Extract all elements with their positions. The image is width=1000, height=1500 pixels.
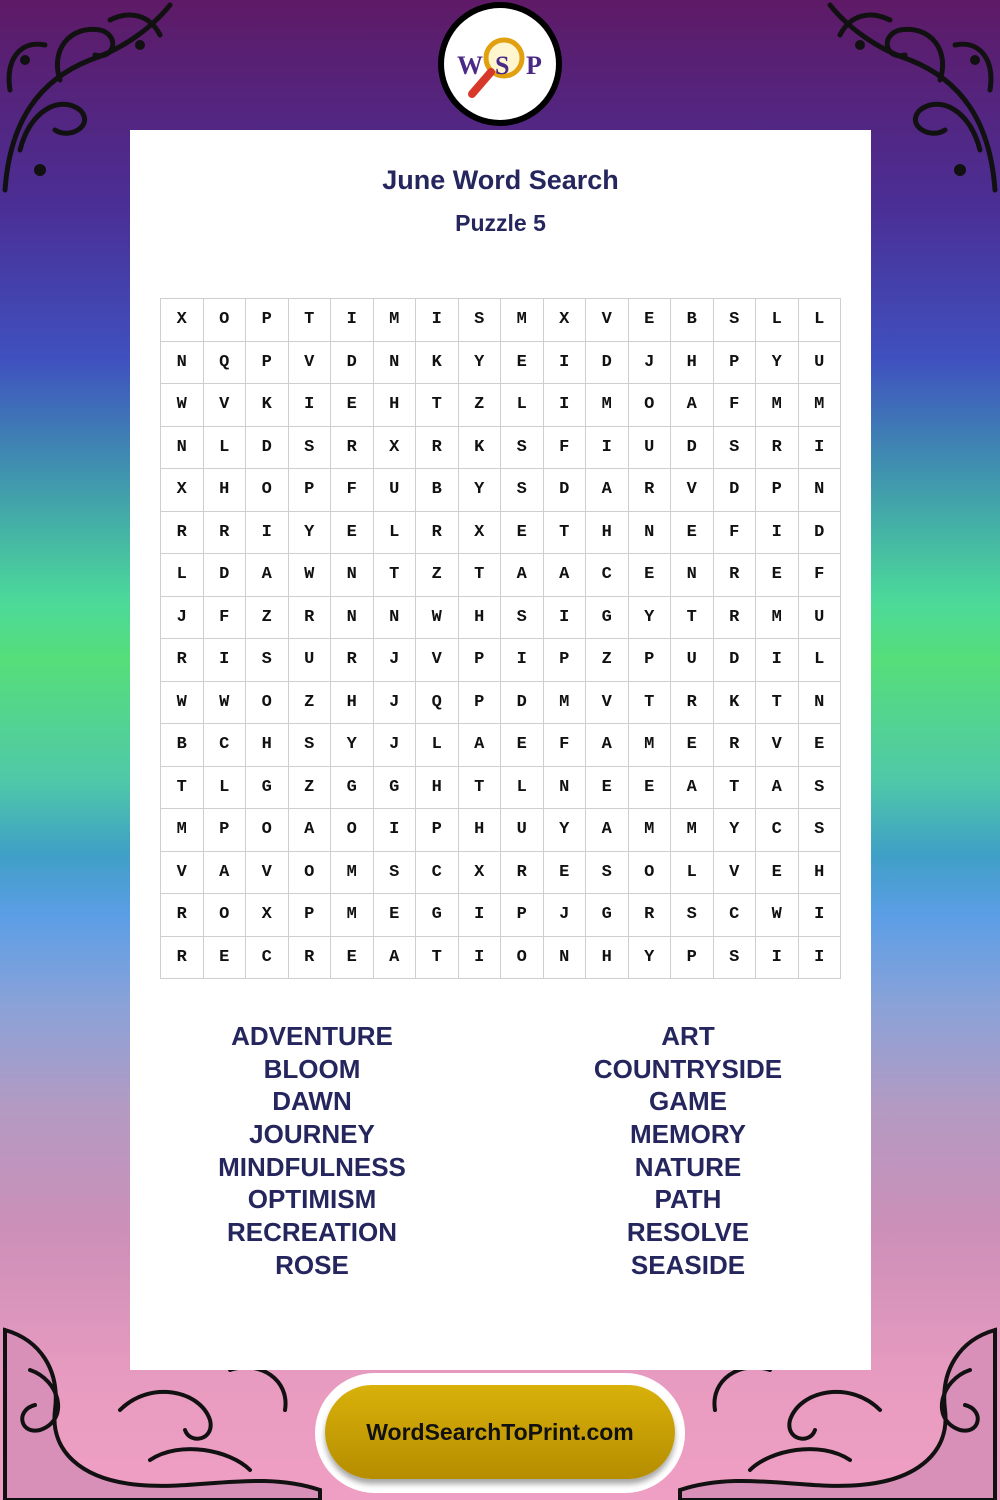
letter-grid (160, 298, 841, 979)
grid-cell[interactable]: T (629, 682, 672, 725)
grid-cell[interactable]: X (246, 894, 289, 937)
grid-cell[interactable]: S (714, 299, 757, 342)
grid-cell[interactable]: M (331, 894, 374, 937)
grid-cell[interactable]: I (756, 512, 799, 555)
grid-cell[interactable]: R (161, 639, 204, 682)
page-title: June Word Search (382, 165, 619, 195)
website-button[interactable]: WordSearchToPrint.com (325, 1385, 675, 1479)
grid-cell[interactable]: J (374, 724, 417, 767)
grid-cell[interactable]: T (459, 767, 502, 810)
grid-cell[interactable]: E (671, 512, 714, 555)
grid-cell[interactable]: I (459, 937, 502, 980)
grid-cell[interactable]: M (629, 809, 672, 852)
grid-cell[interactable]: R (204, 512, 247, 555)
grid-cell[interactable]: I (459, 894, 502, 937)
grid-cell[interactable]: I (756, 639, 799, 682)
logo-letter-w: W (457, 51, 483, 80)
grid-cell[interactable]: L (501, 767, 544, 810)
word-item: ADVENTURE (231, 1021, 393, 1051)
grid-cell[interactable]: A (459, 724, 502, 767)
grid-cell[interactable]: J (544, 894, 587, 937)
grid-cell[interactable]: R (331, 639, 374, 682)
grid-cell[interactable]: W (204, 682, 247, 725)
grid-cell[interactable]: R (671, 682, 714, 725)
grid-cell[interactable]: K (416, 342, 459, 385)
grid-cell[interactable]: I (204, 639, 247, 682)
page-subtitle: Puzzle 5 (455, 210, 546, 236)
grid-cell[interactable]: O (629, 852, 672, 895)
grid-cell[interactable]: R (416, 427, 459, 470)
grid-cell[interactable]: N (799, 682, 842, 725)
grid-cell[interactable]: Y (714, 809, 757, 852)
word-item: RESOLVE (626, 1217, 750, 1248)
grid-cell[interactable]: T (756, 682, 799, 725)
grid-cell[interactable]: V (161, 852, 204, 895)
word-item: ART (661, 1021, 715, 1051)
grid-cell[interactable]: V (756, 724, 799, 767)
grid-cell[interactable]: L (756, 299, 799, 342)
grid-cell[interactable]: C (416, 852, 459, 895)
grid-cell[interactable]: O (629, 384, 672, 427)
grid-cell[interactable]: F (714, 384, 757, 427)
grid-cell[interactable]: S (586, 852, 629, 895)
grid-cell[interactable]: Y (331, 724, 374, 767)
grid-cell[interactable]: Y (756, 342, 799, 385)
grid-cell[interactable]: U (629, 427, 672, 470)
grid-cell[interactable]: E (799, 724, 842, 767)
grid-cell[interactable]: R (289, 597, 332, 640)
grid-cell[interactable]: V (289, 342, 332, 385)
grid-cell[interactable]: S (289, 427, 332, 470)
grid-cell[interactable]: L (799, 639, 842, 682)
grid-cell[interactable]: K (246, 384, 289, 427)
grid-cell[interactable]: L (799, 299, 842, 342)
grid-cell[interactable]: T (289, 299, 332, 342)
logo-letter-s: S (495, 51, 510, 80)
grid-cell[interactable]: R (161, 937, 204, 980)
grid-cell[interactable]: P (289, 894, 332, 937)
grid-cell[interactable]: A (586, 809, 629, 852)
grid-cell[interactable]: P (204, 809, 247, 852)
grid-cell[interactable]: R (161, 512, 204, 555)
puzzle-card (130, 130, 871, 1370)
grid-cell[interactable]: I (331, 299, 374, 342)
grid-cell[interactable]: S (459, 299, 502, 342)
grid-cell[interactable]: E (756, 852, 799, 895)
grid-cell[interactable]: U (671, 639, 714, 682)
grid-cell[interactable]: Y (629, 597, 672, 640)
grid-cell[interactable]: H (416, 767, 459, 810)
grid-cell[interactable]: S (246, 639, 289, 682)
grid-cell[interactable]: N (544, 937, 587, 980)
grid-cell[interactable]: R (331, 427, 374, 470)
grid-cell[interactable]: I (416, 299, 459, 342)
grid-cell[interactable]: O (331, 809, 374, 852)
grid-cell[interactable]: I (544, 384, 587, 427)
grid-cell[interactable]: E (629, 299, 672, 342)
grid-cell[interactable]: Y (629, 937, 672, 980)
grid-cell[interactable]: E (629, 554, 672, 597)
grid-cell[interactable]: I (799, 894, 842, 937)
word-list-right (518, 1020, 858, 1282)
grid-cell[interactable]: J (161, 597, 204, 640)
grid-cell[interactable]: G (331, 767, 374, 810)
grid-cell[interactable]: P (416, 809, 459, 852)
grid-cell[interactable]: L (204, 767, 247, 810)
grid-cell[interactable]: X (544, 299, 587, 342)
word-item: JOURNEY (249, 1119, 375, 1150)
grid-cell[interactable]: O (246, 682, 289, 725)
grid-cell[interactable]: S (289, 724, 332, 767)
grid-cell[interactable]: V (204, 384, 247, 427)
wsp-logo (438, 2, 562, 126)
word-item: COUNTRYSIDE (593, 1053, 783, 1084)
grid-cell[interactable]: A (544, 554, 587, 597)
grid-cell[interactable]: I (544, 342, 587, 385)
grid-cell[interactable]: P (459, 639, 502, 682)
grid-cell[interactable]: E (374, 894, 417, 937)
grid-cell[interactable]: M (756, 597, 799, 640)
word-item: SEASIDE (630, 1249, 746, 1280)
word-item: DAWN (272, 1086, 352, 1117)
grid-cell[interactable]: N (671, 554, 714, 597)
grid-cell[interactable]: A (671, 384, 714, 427)
grid-cell[interactable]: E (544, 852, 587, 895)
grid-cell[interactable]: L (416, 724, 459, 767)
grid-cell[interactable]: W (161, 384, 204, 427)
grid-cell[interactable]: T (416, 384, 459, 427)
grid-cell[interactable]: U (289, 639, 332, 682)
grid-cell[interactable]: D (246, 427, 289, 470)
grid-cell[interactable]: S (714, 937, 757, 980)
grid-cell[interactable]: D (714, 639, 757, 682)
grid-cell[interactable]: D (544, 469, 587, 512)
grid-cell[interactable]: N (374, 597, 417, 640)
grid-cell[interactable]: H (586, 937, 629, 980)
grid-cell[interactable]: V (586, 682, 629, 725)
grid-cell[interactable]: Z (289, 767, 332, 810)
grid-cell[interactable]: A (756, 767, 799, 810)
logo-letter-p: P (526, 51, 542, 80)
grid-cell[interactable]: J (629, 342, 672, 385)
grid-cell[interactable]: R (629, 469, 672, 512)
grid-cell[interactable]: T (671, 597, 714, 640)
grid-cell[interactable]: S (374, 852, 417, 895)
grid-cell[interactable]: D (501, 682, 544, 725)
grid-cell[interactable]: M (501, 299, 544, 342)
grid-cell[interactable]: E (204, 937, 247, 980)
grid-cell[interactable]: B (161, 724, 204, 767)
grid-cell[interactable]: E (501, 724, 544, 767)
grid-cell[interactable]: Z (246, 597, 289, 640)
grid-cell[interactable]: A (204, 852, 247, 895)
grid-cell[interactable]: E (671, 724, 714, 767)
grid-cell[interactable]: P (544, 639, 587, 682)
grid-cell[interactable]: Y (459, 469, 502, 512)
grid-cell[interactable]: C (204, 724, 247, 767)
grid-cell[interactable]: H (204, 469, 247, 512)
grid-cell[interactable]: P (629, 639, 672, 682)
grid-cell[interactable]: Q (416, 682, 459, 725)
grid-cell[interactable]: T (161, 767, 204, 810)
grid-cell[interactable]: M (544, 682, 587, 725)
grid-cell[interactable]: O (204, 299, 247, 342)
grid-cell[interactable]: Y (289, 512, 332, 555)
word-item: MEMORY (629, 1119, 747, 1150)
grid-cell[interactable]: X (374, 427, 417, 470)
grid-cell[interactable]: S (501, 597, 544, 640)
grid-cell[interactable]: Q (204, 342, 247, 385)
grid-cell[interactable]: O (246, 469, 289, 512)
grid-cell[interactable]: I (756, 937, 799, 980)
grid-cell[interactable]: P (756, 469, 799, 512)
grid-cell[interactable]: D (714, 469, 757, 512)
grid-cell[interactable]: X (459, 852, 502, 895)
grid-cell[interactable]: F (331, 469, 374, 512)
grid-cell[interactable]: I (374, 809, 417, 852)
grid-cell[interactable]: C (714, 894, 757, 937)
grid-cell[interactable]: C (246, 937, 289, 980)
grid-cell[interactable]: J (374, 682, 417, 725)
grid-cell[interactable]: T (714, 767, 757, 810)
grid-cell[interactable]: H (671, 342, 714, 385)
grid-cell[interactable]: G (416, 894, 459, 937)
grid-cell[interactable]: V (416, 639, 459, 682)
grid-cell[interactable]: E (501, 512, 544, 555)
grid-cell[interactable]: H (246, 724, 289, 767)
grid-cell[interactable]: X (161, 299, 204, 342)
grid-cell[interactable]: M (629, 724, 672, 767)
grid-cell[interactable]: A (671, 767, 714, 810)
grid-cell[interactable]: O (289, 852, 332, 895)
grid-cell[interactable]: P (671, 937, 714, 980)
grid-cell[interactable]: I (799, 427, 842, 470)
grid-cell[interactable]: A (586, 724, 629, 767)
grid-cell[interactable]: N (331, 554, 374, 597)
grid-cell[interactable]: D (671, 427, 714, 470)
grid-cell[interactable]: A (289, 809, 332, 852)
grid-cell[interactable]: N (374, 342, 417, 385)
grid-cell[interactable]: D (204, 554, 247, 597)
grid-cell[interactable]: F (204, 597, 247, 640)
grid-cell[interactable]: M (756, 384, 799, 427)
grid-cell[interactable]: T (544, 512, 587, 555)
grid-cell[interactable]: K (459, 427, 502, 470)
grid-cell[interactable]: N (544, 767, 587, 810)
grid-cell[interactable]: Z (416, 554, 459, 597)
grid-cell[interactable]: A (374, 937, 417, 980)
grid-cell[interactable]: Z (459, 384, 502, 427)
grid-cell[interactable]: A (246, 554, 289, 597)
grid-cell[interactable]: I (289, 384, 332, 427)
grid-cell[interactable]: S (714, 427, 757, 470)
grid-cell[interactable]: C (586, 554, 629, 597)
grid-cell[interactable]: H (799, 852, 842, 895)
grid-cell[interactable]: P (246, 299, 289, 342)
grid-cell[interactable]: L (204, 427, 247, 470)
grid-cell[interactable]: H (586, 512, 629, 555)
grid-cell[interactable]: F (799, 554, 842, 597)
grid-cell[interactable]: G (586, 894, 629, 937)
grid-cell[interactable]: W (416, 597, 459, 640)
word-item: NATURE (634, 1151, 742, 1182)
grid-cell[interactable]: R (161, 894, 204, 937)
grid-cell[interactable]: J (374, 639, 417, 682)
grid-cell[interactable]: E (629, 767, 672, 810)
grid-cell[interactable]: N (331, 597, 374, 640)
grid-cell[interactable]: B (671, 299, 714, 342)
grid-cell[interactable]: Y (544, 809, 587, 852)
grid-cell[interactable]: T (416, 937, 459, 980)
grid-cell[interactable]: U (501, 809, 544, 852)
grid-cell[interactable]: M (331, 852, 374, 895)
word-item: GAME (649, 1086, 727, 1117)
grid-cell[interactable]: F (544, 427, 587, 470)
grid-cell[interactable]: F (714, 512, 757, 555)
grid-cell[interactable]: H (459, 597, 502, 640)
word-item: OPTIMISM (247, 1184, 377, 1215)
grid-cell[interactable]: I (501, 639, 544, 682)
grid-cell[interactable]: L (501, 384, 544, 427)
grid-cell[interactable]: R (714, 724, 757, 767)
word-item: ROSE (275, 1249, 349, 1280)
grid-cell[interactable]: Y (459, 342, 502, 385)
grid-cell[interactable]: U (799, 342, 842, 385)
grid-cell[interactable]: N (799, 469, 842, 512)
grid-cell[interactable]: R (629, 894, 672, 937)
grid-cell[interactable]: M (374, 299, 417, 342)
grid-cell[interactable]: I (799, 937, 842, 980)
grid-cell[interactable]: E (756, 554, 799, 597)
grid-cell[interactable]: T (374, 554, 417, 597)
grid-cell[interactable]: M (586, 384, 629, 427)
grid-cell[interactable]: K (714, 682, 757, 725)
grid-cell[interactable]: O (246, 809, 289, 852)
word-item: MINDFULNESS (218, 1151, 406, 1182)
grid-cell[interactable]: P (459, 682, 502, 725)
grid-cell[interactable]: C (756, 809, 799, 852)
grid-cell[interactable]: I (544, 597, 587, 640)
grid-cell[interactable]: D (331, 342, 374, 385)
grid-cell[interactable]: D (799, 512, 842, 555)
grid-cell[interactable]: Z (289, 682, 332, 725)
grid-cell[interactable]: L (671, 852, 714, 895)
grid-cell[interactable]: O (204, 894, 247, 937)
grid-cell[interactable]: L (374, 512, 417, 555)
grid-cell[interactable]: G (246, 767, 289, 810)
grid-cell[interactable]: N (629, 512, 672, 555)
word-item: PATH (654, 1184, 722, 1215)
grid-cell[interactable]: P (714, 342, 757, 385)
grid-cell[interactable]: I (246, 512, 289, 555)
grid-cell[interactable]: X (459, 512, 502, 555)
grid-cell[interactable]: H (459, 809, 502, 852)
grid-cell[interactable]: V (671, 469, 714, 512)
grid-cell[interactable]: N (161, 427, 204, 470)
grid-cell[interactable]: S (671, 894, 714, 937)
grid-cell[interactable]: X (161, 469, 204, 512)
grid-cell[interactable]: H (374, 384, 417, 427)
grid-cell[interactable]: G (586, 597, 629, 640)
grid-cell[interactable]: E (331, 512, 374, 555)
grid-cell[interactable]: E (331, 384, 374, 427)
grid-cell[interactable]: E (586, 767, 629, 810)
word-list-left (142, 1020, 482, 1282)
grid-cell[interactable]: P (289, 469, 332, 512)
grid-cell[interactable]: Z (586, 639, 629, 682)
grid-cell[interactable]: N (161, 342, 204, 385)
grid-cell[interactable]: S (501, 427, 544, 470)
grid-cell[interactable]: R (756, 427, 799, 470)
word-item: BLOOM (263, 1053, 361, 1084)
grid-cell[interactable]: F (544, 724, 587, 767)
grid-cell[interactable]: E (331, 937, 374, 980)
grid-cell[interactable]: A (501, 554, 544, 597)
grid-cell[interactable]: M (799, 384, 842, 427)
grid-cell[interactable]: W (756, 894, 799, 937)
grid-cell[interactable]: M (671, 809, 714, 852)
grid-cell[interactable]: S (799, 809, 842, 852)
grid-cell[interactable]: R (714, 554, 757, 597)
grid-cell[interactable]: V (246, 852, 289, 895)
grid-cell[interactable]: P (246, 342, 289, 385)
grid-cell[interactable]: G (374, 767, 417, 810)
grid-cell[interactable]: E (501, 342, 544, 385)
grid-cell[interactable]: U (374, 469, 417, 512)
grid-cell[interactable]: A (586, 469, 629, 512)
grid-cell[interactable]: H (331, 682, 374, 725)
grid-cell[interactable]: O (501, 937, 544, 980)
grid-cell[interactable]: L (161, 554, 204, 597)
grid-cell[interactable]: R (416, 512, 459, 555)
grid-cell[interactable]: S (501, 469, 544, 512)
grid-cell[interactable]: I (586, 427, 629, 470)
grid-cell[interactable]: R (289, 937, 332, 980)
grid-cell[interactable]: T (459, 554, 502, 597)
logo-badge (444, 8, 556, 120)
grid-cell[interactable]: W (289, 554, 332, 597)
grid-cell[interactable]: D (586, 342, 629, 385)
grid-cell[interactable]: M (161, 809, 204, 852)
grid-cell[interactable]: R (714, 597, 757, 640)
grid-cell[interactable]: R (501, 852, 544, 895)
grid-cell[interactable]: U (799, 597, 842, 640)
grid-cell[interactable]: W (161, 682, 204, 725)
grid-cell[interactable]: S (799, 767, 842, 810)
grid-cell[interactable]: P (501, 894, 544, 937)
grid-cell[interactable]: V (586, 299, 629, 342)
grid-cell[interactable]: V (714, 852, 757, 895)
grid-cell[interactable]: B (416, 469, 459, 512)
word-item: RECREATION (227, 1217, 397, 1248)
